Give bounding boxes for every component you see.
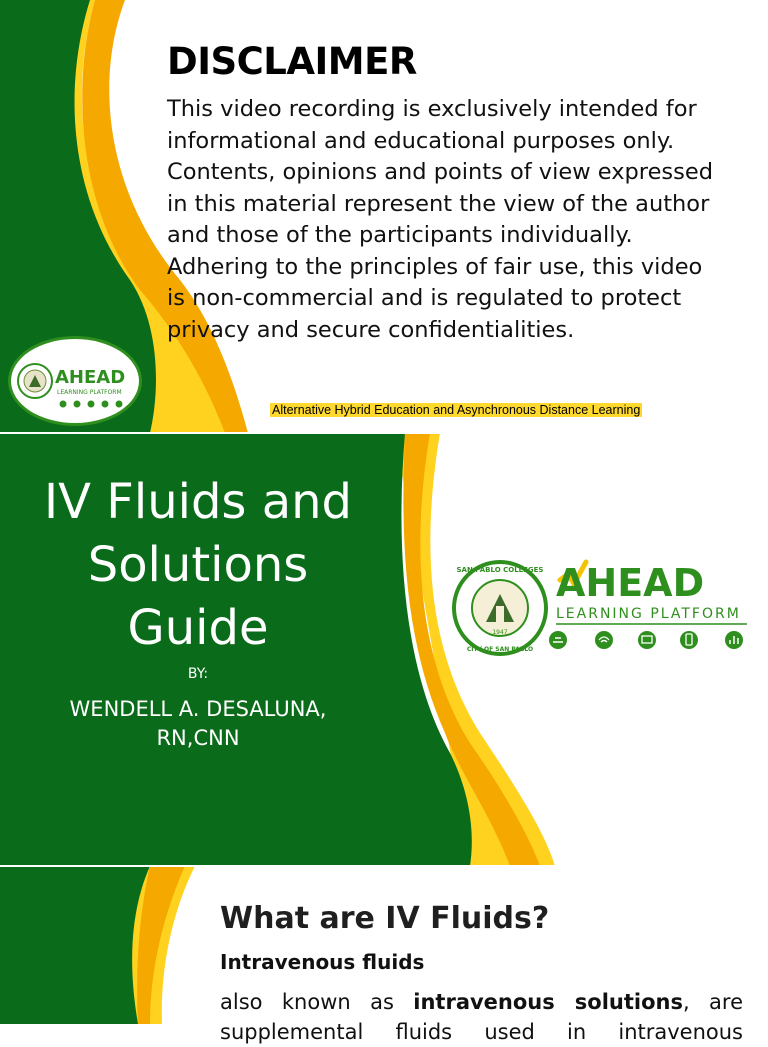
logo-tagline: LEARNING PLATFORM (57, 389, 122, 396)
car-icon (549, 631, 567, 649)
logo-wordmark: AHEAD (556, 561, 705, 605)
para-text-continued: , are supplemental fluids used in intravenous (220, 990, 743, 1044)
presentation-title: IV Fluids and Solutions Guide (44, 474, 352, 656)
disclaimer-title: DISCLAIMER (167, 40, 417, 83)
platform-icons (549, 631, 743, 649)
disclaimer-slide (0, 0, 768, 433)
college-seal (454, 562, 546, 654)
content-slide (0, 866, 768, 1044)
by-label: BY: (187, 666, 209, 682)
ahead-logo-badge (8, 336, 142, 426)
green-wave (0, 866, 150, 1024)
svg-text:SAN PABLO COLLEGES: SAN PABLO COLLEGES (456, 566, 544, 574)
section-title: What are IV Fluids? (220, 901, 550, 936)
para-bold-term: intravenous solutions (413, 990, 683, 1014)
footer-caption: Alternative Hybrid Education and Asynchronous Distance Learning (272, 403, 641, 417)
section-subtitle: Intravenous fluids (220, 950, 425, 974)
para-text: also known as (220, 990, 414, 1014)
logo-wordmark: AHEAD (55, 367, 126, 388)
author-name: WENDELL A. DESALUNA, RN,CNN (69, 697, 327, 750)
definition-paragraph (220, 987, 743, 1047)
slide-divider (0, 432, 768, 434)
monitor-icon (638, 631, 656, 649)
svg-text:1947: 1947 (492, 629, 508, 636)
svg-text:CITY OF SAN PABLO: CITY OF SAN PABLO (466, 646, 534, 653)
disclaimer-body: This video recording is exclusively intended for informational and educational purposes only. Contents, opinions and points of view expressed in this material represent the view of the author and those of the participants individually. Adhering to the principles of fair use, this video is non-commercial and is regulated to protect privacy and secure confidentialities. (167, 96, 713, 343)
slide-divider (0, 865, 768, 867)
ahead-logo (11, 339, 139, 423)
ahead-logo (452, 548, 752, 668)
title-slide (0, 433, 768, 866)
logo-tagline: LEARNING PLATFORM (556, 606, 741, 622)
